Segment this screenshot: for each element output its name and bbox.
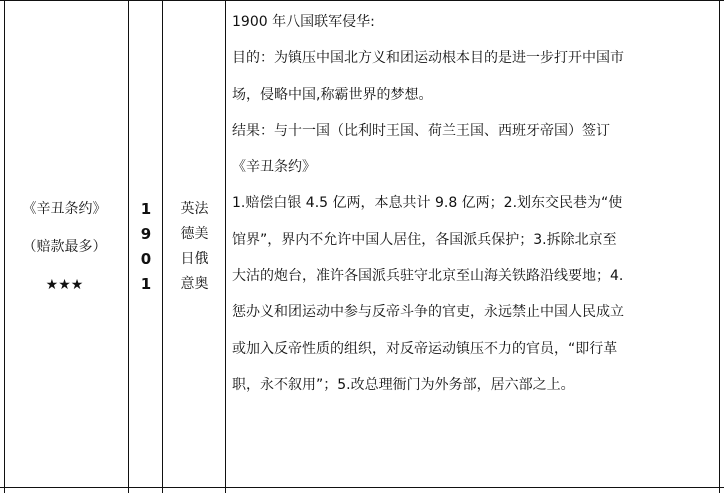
content-line: 馆界”，界内不允许中国人居住，各国派兵保护；3.拆除北京至 — [232, 231, 617, 248]
content-line: 大沽的炮台，准许各国派兵驻守北京至山海关铁路沿线要地；4. — [232, 268, 624, 285]
countries-cell — [163, 0, 226, 493]
country-pair: 德美 — [180, 225, 209, 242]
treaty-name-cell — [0, 0, 129, 493]
year-digit: 9 — [140, 224, 152, 243]
year-digit: 0 — [140, 249, 152, 268]
content-line: 1.赔偿白银 4.5 亿两，本息共计 9.8 亿两；2.划东交民巷为“使 — [232, 195, 623, 212]
treaty-note: （赔款最多） — [22, 238, 107, 255]
country-pair: 英法 — [180, 200, 209, 217]
content-line: 《辛丑条约》 — [232, 159, 316, 176]
content-line: 1900 年八国联军侵华: — [232, 14, 375, 30]
content-line: 结果：与十一国（比利时王国、荷兰王国、西班牙帝国）签订 — [232, 122, 610, 139]
year-cell — [129, 0, 163, 493]
content-cell — [226, 0, 720, 493]
importance-stars: ★★★ — [45, 276, 84, 293]
year-digit: 1 — [140, 199, 152, 218]
content-line: 惩办义和团运动中参与反帝斗争的官吏，永远禁止中国人民成立 — [232, 304, 624, 321]
treaty-name: 《辛丑条约》 — [22, 200, 107, 217]
country-pair: 日俄 — [180, 250, 209, 267]
content-line: 目的：为镇压中国北方义和团运动根本目的是进一步打开中国市 — [232, 50, 624, 67]
year-digit: 1 — [140, 274, 152, 293]
content-line: 职，永不叙用”；5.改总理衙门为外务部，居六部之上。 — [232, 376, 575, 393]
content-line: 场，侵略中国,称霸世界的梦想。 — [232, 86, 433, 103]
country-pair: 意奥 — [180, 275, 209, 292]
content-line: 或加入反帝性质的组织，对反帝运动镇压不力的官员，“即行革 — [232, 340, 618, 357]
